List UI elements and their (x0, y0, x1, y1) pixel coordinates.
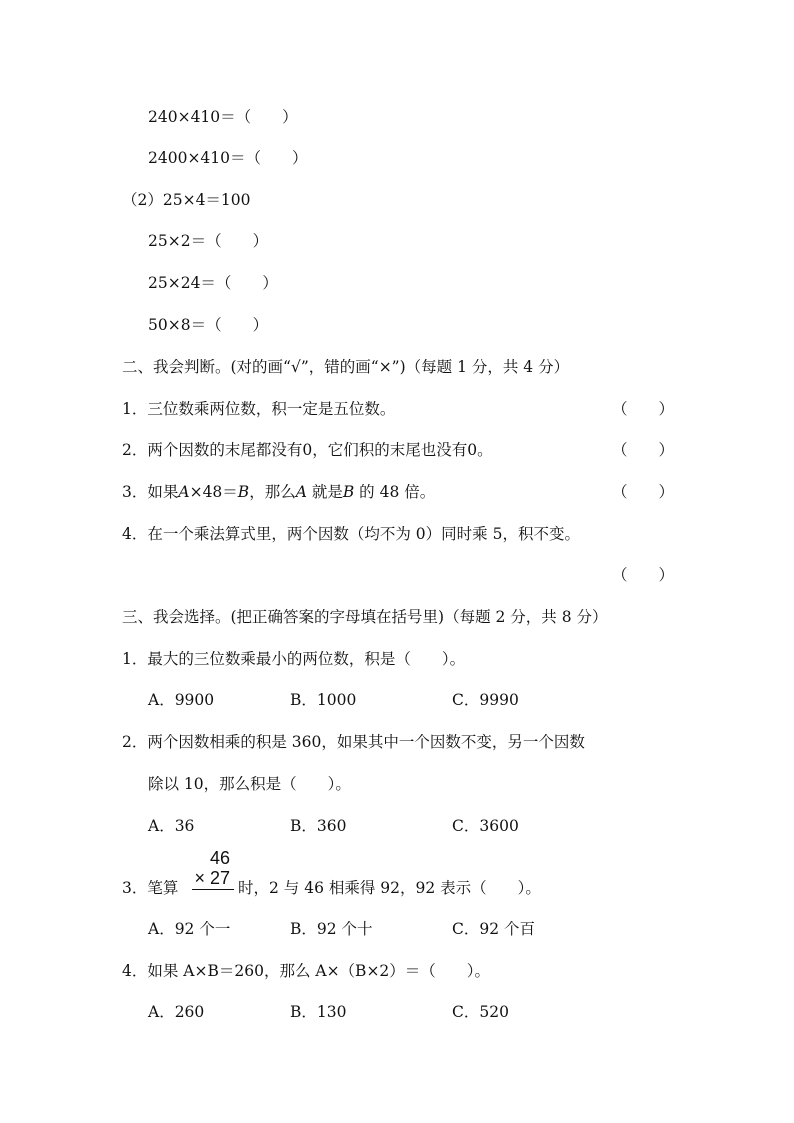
choice-2-option-b[interactable]: B．360 (290, 817, 347, 835)
judge-answer-1[interactable]: （ ） (612, 400, 675, 418)
choice-1-option-b[interactable]: B．1000 (290, 691, 357, 709)
judge-answer-2[interactable]: （ ） (612, 441, 675, 459)
judge-question-4: 4．在一个乘法算式里，两个因数（均不为 0）同时乘 5，积不变。 (122, 525, 580, 543)
choice-question-4: 4．如果 A×B＝260，那么 A×（B×2）＝（ ）。 (122, 962, 491, 980)
judge-answer-3[interactable]: （ ） (612, 483, 675, 501)
vertical-rule (192, 889, 234, 890)
var-a: A (178, 483, 190, 501)
judge-question-3 (122, 482, 435, 502)
choice-4-option-c[interactable]: C．520 (452, 1003, 509, 1021)
choice-question-2-line-2: 除以 10，那么积是（ ）。 (148, 775, 351, 793)
judge-question-1: 1．三位数乘两位数，积一定是五位数。 (122, 400, 396, 418)
calc-line-25x24: 25×24＝（ ） (148, 274, 278, 292)
choice-question-3-suffix: 时，2 与 46 相乘得 92，92 表示（ ）。 (238, 879, 541, 897)
q3-text-mid2: ，那么 (249, 483, 296, 501)
q3-text-mid3: 就是 (306, 483, 343, 501)
choice-1-option-a[interactable]: A．9900 (148, 691, 215, 709)
choice-question-1: 1．最大的三位数乘最小的两位数，积是（ ）。 (122, 650, 466, 668)
q3-text-pre: 3．如果 (122, 483, 179, 501)
q3-text-post: 的 48 倍。 (354, 483, 436, 501)
vertical-multiplier: × 27 (194, 868, 230, 888)
calc-line-50x8: 50×8＝（ ） (148, 316, 269, 334)
q3-text-mid: ×48＝ (189, 483, 238, 501)
choice-2-option-c[interactable]: C．3600 (452, 817, 519, 835)
calc-line-240x410: 240×410＝（ ） (148, 108, 298, 126)
choice-question-3-prefix: 3．笔算 (122, 879, 179, 897)
var-a-2: A (295, 483, 307, 501)
judge-question-2: 2．两个因数的末尾都没有0，它们积的末尾也没有0。 (122, 441, 493, 459)
choice-3-option-a[interactable]: A．92 个一 (148, 920, 231, 938)
choice-3-option-b[interactable]: B．92 个十 (290, 920, 373, 938)
vertical-multiplicand: 46 (209, 848, 230, 868)
calc-subheading-2: （2）25×4＝100 (122, 191, 251, 209)
var-b-2: B (342, 483, 355, 501)
var-b: B (237, 483, 250, 501)
choice-question-2-line-1: 2．两个因数相乘的积是 360，如果其中一个因数不变，另一个因数 (122, 733, 585, 751)
choice-4-option-b[interactable]: B．130 (290, 1003, 347, 1021)
choice-1-option-c[interactable]: C．9990 (452, 691, 519, 709)
judge-answer-4[interactable]: （ ） (612, 566, 675, 584)
calc-line-25x2: 25×2＝（ ） (148, 232, 269, 250)
choice-2-option-a[interactable]: A．36 (148, 817, 195, 835)
section-2-title: 二、我会判断。(对的画“√”，错的画“×”)（每题 1 分，共 4 分） (122, 358, 570, 376)
section-3-title: 三、我会选择。(把正确答案的字母填在括号里)（每题 2 分，共 8 分） (122, 608, 608, 626)
calc-line-2400x410: 2400×410＝（ ） (148, 149, 308, 167)
choice-3-option-c[interactable]: C．92 个百 (452, 920, 536, 938)
choice-4-option-a[interactable]: A．260 (148, 1003, 205, 1021)
